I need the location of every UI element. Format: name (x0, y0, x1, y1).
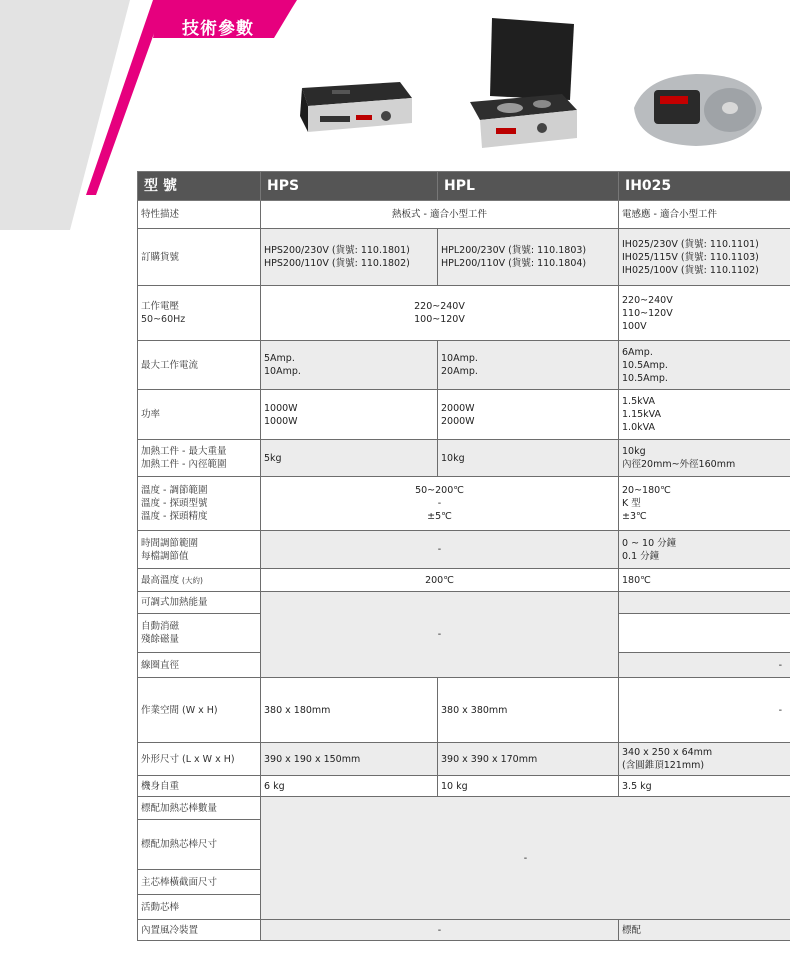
label-note: (大約) (182, 575, 203, 585)
table-row (138, 440, 790, 477)
header-hpl: HPL (438, 172, 619, 201)
cell-hps-hpl (261, 477, 619, 531)
table-row (138, 341, 790, 390)
ih025-induction-image (626, 68, 766, 150)
cell-ih025 (619, 592, 790, 614)
cell-ih025 (619, 614, 790, 653)
row-label: 功率 (138, 390, 261, 440)
cell-line: IH025/230V (貨號: 110.1101) (622, 238, 759, 250)
row-label (138, 286, 261, 341)
hps-heater-image (290, 68, 415, 158)
cell-ih025 (619, 341, 790, 390)
table-row (138, 286, 790, 341)
cell-ih025 (619, 390, 790, 440)
page-title: 技術參數 (182, 19, 254, 39)
label-line: 自動消磁 (141, 621, 180, 632)
cell-merged-all: - (261, 797, 790, 920)
cell-hps-hpl: 200℃ (261, 569, 619, 592)
spec-table (137, 171, 790, 941)
cell-line: 110~120V (622, 307, 673, 319)
cell-ih025: 3.5 kg (619, 776, 790, 797)
cell-ih025 (619, 286, 790, 341)
row-label (138, 477, 261, 531)
cell-line: 10Amp. (264, 366, 301, 377)
header-hps: HPS (261, 172, 438, 201)
table-row (138, 569, 790, 592)
cell-line: HPL200/230V (貨號: 110.1803) (441, 245, 587, 256)
cell-line: ±3℃ (622, 511, 647, 522)
cell-line: 220~240V (414, 301, 465, 312)
cell-line: 20~180℃ (622, 485, 671, 496)
label-text: 最高溫度 (141, 574, 180, 586)
cell-line: 0 ~ 10 分鐘 (622, 537, 677, 549)
row-label: 特性描述 (138, 201, 261, 229)
row-label: 機身自重 (138, 776, 261, 797)
cell-ih025: - (619, 653, 790, 678)
row-label: 最大工作電流 (138, 341, 261, 390)
cell-line: 1.5kVA (622, 396, 655, 407)
cell-line: 10.5Amp. (622, 372, 668, 384)
row-label (138, 440, 261, 477)
cell-line: 50~200℃ (415, 485, 464, 496)
table-row (138, 477, 790, 531)
header-model: 型 號 (138, 172, 261, 201)
table-header-row (138, 172, 790, 201)
cell-line: 1000W (264, 415, 298, 427)
cell-hpl: 10kg (438, 440, 619, 477)
cell-hps (261, 341, 438, 390)
cell-line: 20Amp. (441, 366, 478, 377)
label-line: 殘餘磁量 (141, 634, 180, 645)
cell-ih025: - (619, 678, 790, 743)
cell-ih025 (619, 229, 790, 286)
cell-hps: 6 kg (261, 776, 438, 797)
cell-hps-hpl: - (261, 920, 619, 941)
cell-hps: 380 x 180mm (261, 678, 438, 743)
cell-line: K 型 (622, 498, 641, 509)
table-row (138, 797, 790, 820)
label-line: 工作電壓 (141, 301, 180, 312)
cell-line: 220~240V (622, 294, 673, 306)
cell-line: HPL200/110V (貨號: 110.1804) (441, 258, 587, 269)
table-row (138, 678, 790, 743)
cell-line: 10.5Amp. (622, 359, 668, 371)
cell-line: 5Amp. (264, 353, 295, 364)
cell-ih025 (619, 743, 790, 776)
cell-ih025: 180℃ (619, 569, 790, 592)
cell-ih025: 標配 (619, 920, 790, 941)
row-label: 標配加熱芯棒尺寸 (138, 820, 261, 870)
table-row (138, 201, 790, 229)
row-label: 作業空間 (W x H) (138, 678, 261, 743)
cell-ih025: 電感應 - 適合小型工件 (619, 201, 790, 229)
table-row (138, 531, 790, 569)
row-label: 主芯棒橫截面尺寸 (138, 870, 261, 895)
cell-ih025 (619, 531, 790, 569)
header-banner (0, 0, 310, 200)
cell-hpl (438, 229, 619, 286)
label-line: 溫度 - 調節範圍 (141, 485, 208, 496)
table-row (138, 229, 790, 286)
cell-line: 100V (622, 320, 647, 332)
cell-hpl (438, 390, 619, 440)
label-line: 加熱工件 - 內徑範圍 (141, 459, 227, 470)
row-label: 活動芯棒 (138, 895, 261, 920)
row-label: 外形尺寸 (L x W x H) (138, 743, 261, 776)
cell-hpl: 390 x 390 x 170mm (438, 743, 619, 776)
label-line: 加熱工件 - 最大重量 (141, 446, 227, 457)
label-line: 溫度 - 探頭型號 (141, 498, 208, 509)
cell-line: 2000W (441, 402, 475, 414)
cell-line: IH025/100V (貨號: 110.1102) (622, 264, 759, 276)
cell-line: 100~120V (414, 314, 465, 325)
cell-hpl (438, 341, 619, 390)
cell-hps: 5kg (261, 440, 438, 477)
cell-line: 6Amp. (622, 346, 653, 358)
cell-line: 內徑20mm~外徑160mm (622, 459, 736, 470)
hpl-heater-image (462, 14, 580, 154)
cell-hpl: 10 kg (438, 776, 619, 797)
cell-ih025 (619, 440, 790, 477)
cell-line: 1.0kVA (622, 422, 655, 433)
row-label: 標配加熱芯棒數量 (138, 797, 261, 820)
row-label: 可調式加熱能量 (138, 592, 261, 614)
label-line: 時間調節範圍 (141, 537, 199, 549)
row-label (138, 569, 261, 592)
cell-hps (261, 229, 438, 286)
cell-line: (含圓錐頂121mm) (622, 760, 705, 771)
table-row (138, 743, 790, 776)
cell-ih025 (619, 477, 790, 531)
cell-hpl: 380 x 380mm (438, 678, 619, 743)
cell-merged-hps-hpl: - (261, 592, 619, 678)
table-row (138, 920, 790, 941)
row-label: 內置風冷裝置 (138, 920, 261, 941)
header-ih025: IH025 (619, 172, 790, 201)
label-line: 50~60Hz (141, 314, 186, 325)
cell-hps-hpl (261, 286, 619, 341)
row-label: 線圈直徑 (138, 653, 261, 678)
cell-hps: 390 x 190 x 150mm (261, 743, 438, 776)
cell-line: 1.15kVA (622, 409, 662, 420)
table-row (138, 592, 790, 614)
table-row (138, 390, 790, 440)
cell-line: 2000W (441, 415, 475, 427)
row-label (138, 531, 261, 569)
cell-line: HPS200/230V (貨號: 110.1801) (264, 245, 410, 256)
cell-line: - (437, 498, 442, 509)
row-label (138, 614, 261, 653)
cell-line: ±5℃ (427, 511, 452, 522)
cell-line: HPS200/110V (貨號: 110.1802) (264, 258, 410, 269)
cell-line: 10Amp. (441, 353, 478, 364)
label-line: 每檔調節值 (141, 550, 189, 562)
cell-hps (261, 390, 438, 440)
label-line: 溫度 - 探頭精度 (141, 511, 208, 522)
cell-line: 0.1 分鐘 (622, 550, 660, 562)
cell-hps-hpl: - (261, 531, 619, 569)
cell-line: 1000W (264, 402, 298, 414)
cell-line: IH025/115V (貨號: 110.1103) (622, 251, 759, 263)
cell-line: 340 x 250 x 64mm (622, 747, 713, 758)
cell-hps-hpl: 熱板式 - 適合小型工件 (261, 201, 619, 229)
table-row (138, 776, 790, 797)
cell-line: 10kg (622, 446, 646, 457)
row-label: 訂購貨號 (138, 229, 261, 286)
